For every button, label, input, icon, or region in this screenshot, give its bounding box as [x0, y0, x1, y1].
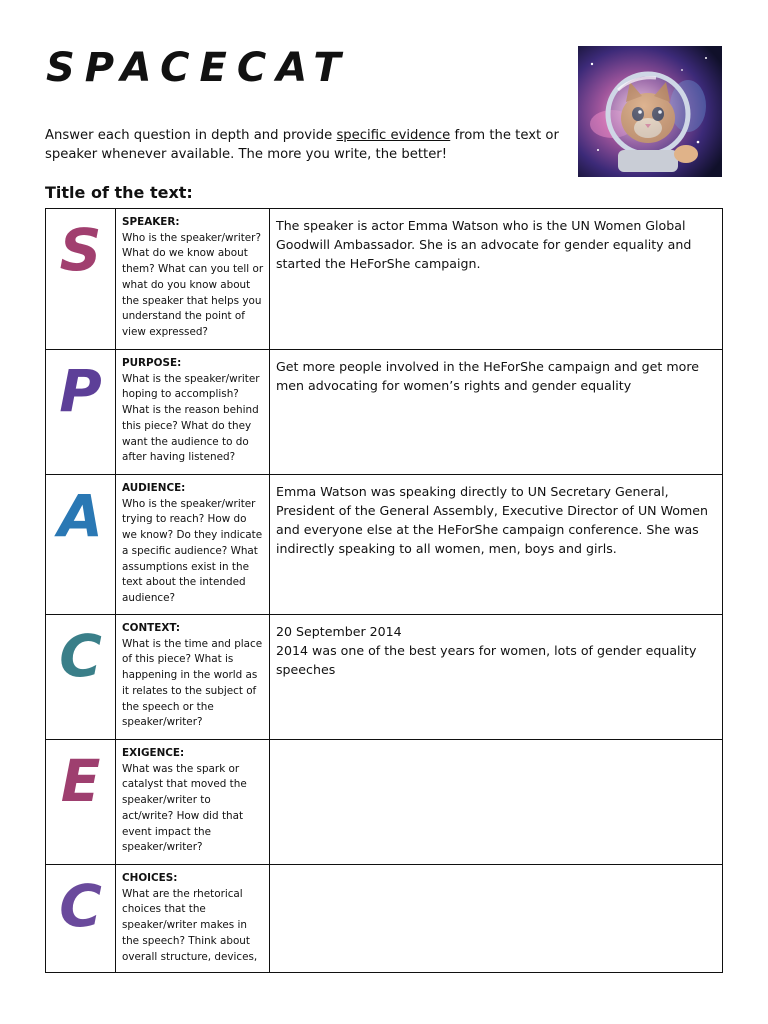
row-heading: SPEAKER:: [122, 216, 180, 228]
spacecat-table: [45, 208, 723, 973]
row-answer: 20 September 2014 2014 was one of the best years for women, lots of gender equality speeches: [276, 624, 697, 677]
row-heading: EXIGENCE:: [122, 747, 185, 759]
letter-s: S: [59, 216, 102, 284]
row-answer: Get more people involved in the HeForShe campaign and get more men advocating for women’s rights and gender equality: [276, 359, 699, 393]
letter-e: E: [60, 747, 101, 815]
row-answer: Emma Watson was speaking directly to UN Secretary General, President of the General Assembly, Executive Director of UN Women and everyone else at the HeForShe campaign conference. She was indirectly speaking to all women, men, boys and girls.: [276, 484, 709, 556]
page-title: SPACECAT: [46, 45, 351, 91]
letter-p: P: [59, 357, 102, 425]
row-prompt: What was the spark or catalyst that moved the speaker/writer to act/write? How did that event impact the speaker/writer?: [122, 762, 247, 854]
instructions: [45, 126, 565, 164]
row-prompt: Who is the speaker/writer trying to reach? How do we know? Do they indicate a specific audience? What assumptions exist in the text about the intended audience?: [122, 497, 263, 604]
row-heading: CHOICES:: [122, 872, 178, 884]
row-answer: [270, 740, 722, 751]
text-title-label: Title of the text:: [45, 183, 193, 202]
row-prompt: What is the time and place of this piece? What is happening in the world as it relates to the subject of the speech or the speaker/writer?: [122, 637, 263, 729]
answer-cell-purpose[interactable]: [270, 350, 723, 475]
table-row-purpose: [46, 350, 723, 475]
row-heading: PURPOSE:: [122, 357, 182, 369]
answer-cell-audience[interactable]: [270, 475, 723, 615]
answer-cell-speaker[interactable]: [270, 209, 723, 350]
instructions-part2: from the text or speaker whenever available. The more you write, the better!: [45, 128, 559, 162]
letter-a: A: [58, 482, 103, 550]
table-row-speaker: [46, 209, 723, 350]
instructions-emphasis: specific evidence: [336, 128, 451, 143]
table-row-audience: [46, 475, 723, 615]
letter-c2: C: [59, 872, 102, 940]
row-answer: [270, 865, 722, 876]
instructions-part1: Answer each question in depth and provide: [45, 128, 337, 143]
row-answer: The speaker is actor Emma Watson who is the UN Women Global Goodwill Ambassador. She is an advocate for gender equality and started the HeForShe campaign.: [276, 218, 692, 271]
letter-c: C: [59, 622, 102, 690]
table-row-context: [46, 615, 723, 740]
row-prompt: What are the rhetorical choices that the speaker/writer makes in the speech? Think about overall structure, devices,: [122, 887, 258, 963]
answer-cell-choices[interactable]: [270, 865, 723, 973]
row-heading: CONTEXT:: [122, 622, 181, 634]
astronaut-cat-image: [578, 46, 722, 177]
answer-cell-exigence[interactable]: [270, 740, 723, 865]
table-row-exigence: [46, 740, 723, 865]
table-row-choices: [46, 865, 723, 973]
answer-cell-context[interactable]: [270, 615, 723, 740]
row-heading: AUDIENCE:: [122, 482, 186, 494]
row-prompt: What is the speaker/writer hoping to accomplish? What is the reason behind this piece? What do they want the audience to do after having listened?: [122, 372, 260, 464]
row-prompt: Who is the speaker/writer? What do we know about them? What can you tell or what do you know about the speaker that helps you understand the point of view expressed?: [122, 231, 264, 338]
